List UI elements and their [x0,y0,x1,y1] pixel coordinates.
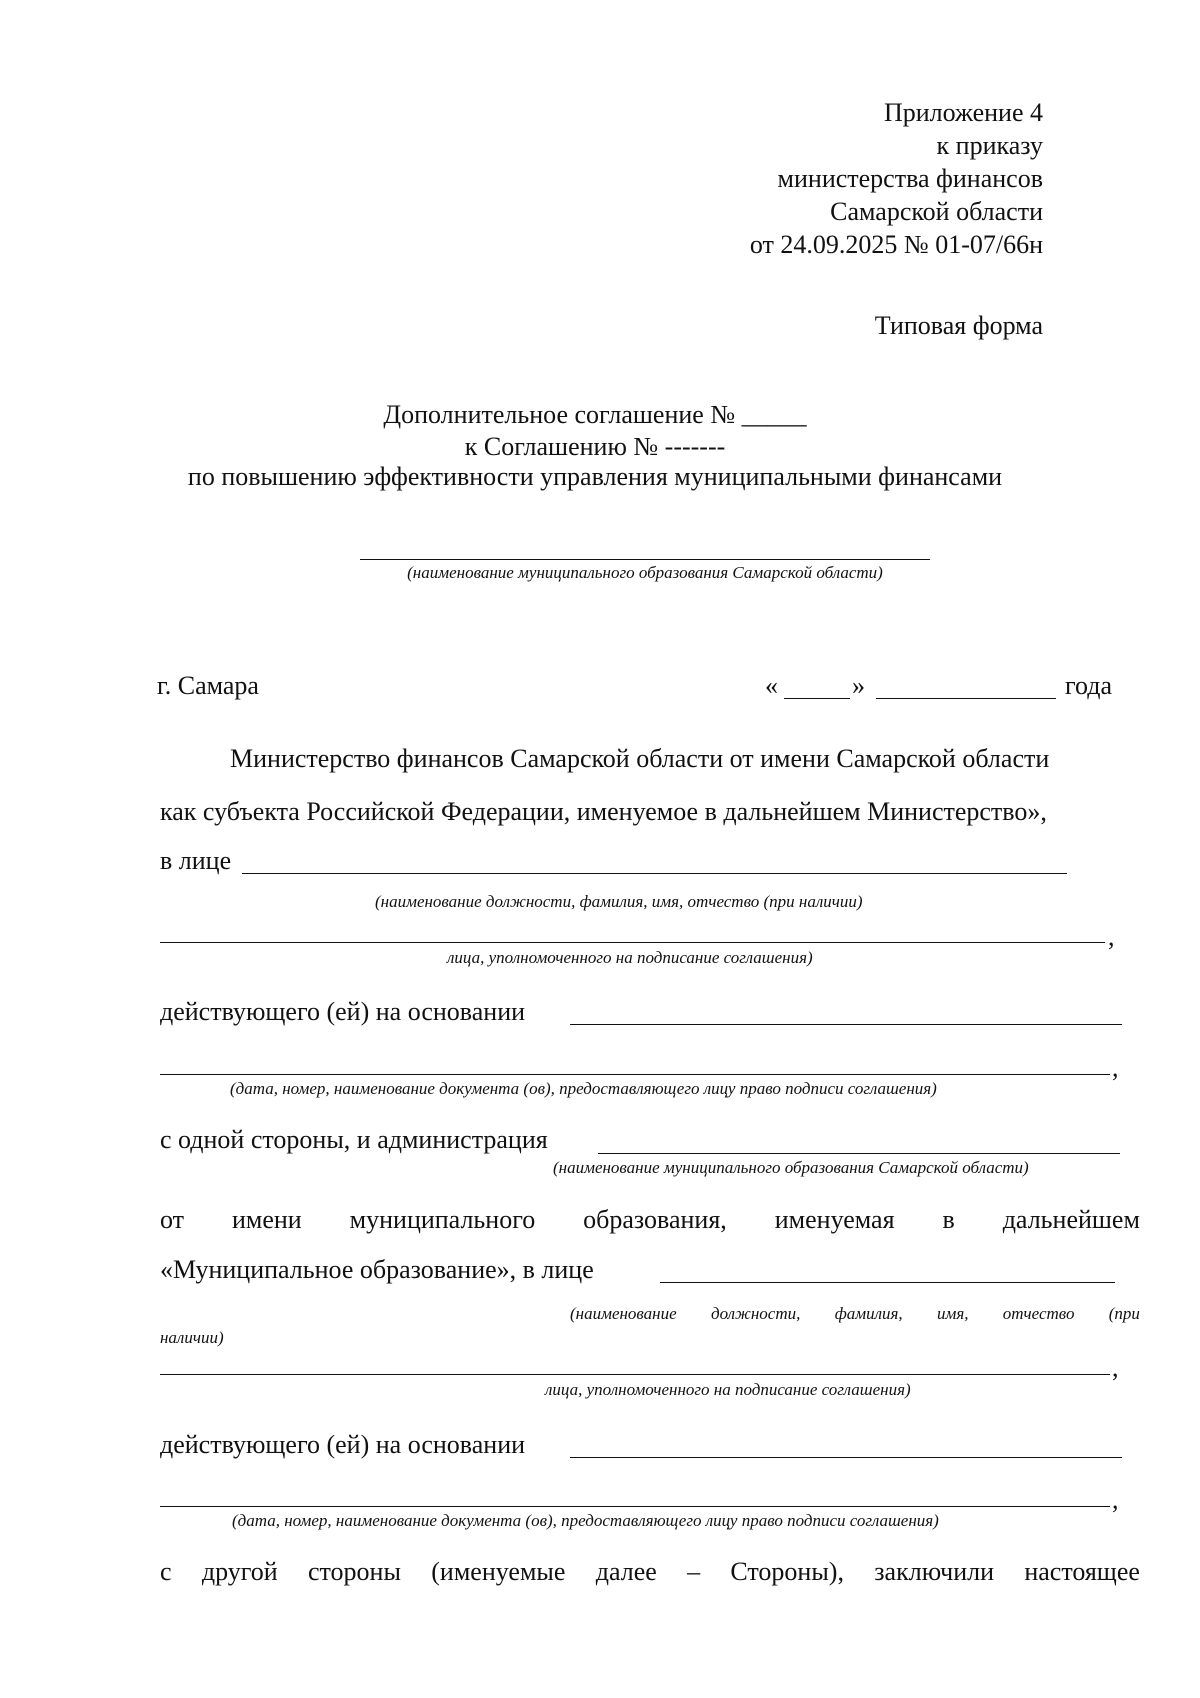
date-close-quote: » [852,671,865,700]
word: именуемая [774,1205,895,1234]
comma: , [1112,1053,1119,1082]
position-caption-2-continued: наличии) [160,1328,224,1347]
basis-document-field-2-continued[interactable] [160,1506,1110,1507]
word: имя, [936,1304,969,1323]
word: заключили [874,1557,995,1586]
comma: , [1112,1485,1119,1514]
word: с [160,1557,172,1586]
word: (при [1108,1304,1140,1323]
municipality-position-field[interactable] [660,1282,1115,1283]
ministry-paragraph-line2: как субъекта Российской Федерации, именуемое в дальнейшем Министерство», [160,797,1047,826]
word: другой [201,1557,278,1586]
agreement-subject: по повышению эффективности управления муниципальными финансами [187,462,1003,491]
document-caption: (дата, номер, наименование документа (ов), предоставляющего лицу право подписи соглашения) [230,1079,937,1098]
municipality-paragraph-line1 [160,1205,1140,1235]
position-caption: (наименование должности, фамилия, имя, отчество (при наличии) [375,892,863,911]
ministry-name: министерства финансов [777,164,1043,193]
word: дальнейшем [1002,1205,1140,1234]
position-caption-2 [570,1304,1140,1324]
one-side-label: с одной стороны, и администрация [160,1125,548,1154]
comma: , [1112,1353,1119,1382]
word: имени [231,1205,302,1234]
word: от [160,1205,185,1234]
municipality-paragraph-line2: «Муниципальное образование», в лице [160,1255,594,1284]
city: г. Самара [157,671,259,700]
word: должности, [710,1304,801,1323]
municipality-caption: (наименование муниципального образования Самарской области) [407,563,883,582]
acting-basis-label: действующего (ей) на основании [160,997,526,1026]
word: Стороны), [730,1557,844,1586]
comma: , [1108,922,1115,951]
document-caption-2: (дата, номер, наименование документа (ов), предоставляющего лицу право подписи соглашения) [232,1511,939,1530]
position-name-field[interactable] [242,873,1067,874]
date-open-quote: « [765,671,778,700]
ministry-paragraph-line1: Министерство финансов Самарской области от имени Самарской области [230,744,1050,773]
word: муниципального [349,1205,536,1234]
month-year-field[interactable] [876,698,1056,699]
region-name: Самарской области [830,197,1043,226]
year-word: года [1065,671,1113,700]
order-reference: к приказу [936,131,1043,160]
word: настоящее [1024,1557,1140,1586]
administration-name-field[interactable] [598,1153,1120,1154]
word: (именуемые [431,1557,566,1586]
word: отчество [1002,1304,1075,1323]
word: – [687,1557,701,1586]
word: фамилия, [834,1304,903,1323]
authorized-person-caption-2: лица, уполномоченного на подписание соглашения) [545,1380,911,1399]
word: далее [595,1557,657,1586]
acting-basis-label-2: действующего (ей) на основании [160,1430,526,1459]
basis-document-field-2[interactable] [570,1457,1122,1458]
day-field[interactable] [784,698,850,699]
municipality-position-field-continued[interactable] [160,1374,1110,1375]
basis-document-field-continued[interactable] [160,1074,1110,1075]
position-name-field-continued[interactable] [160,942,1105,943]
word: стороны [308,1557,401,1586]
word: образования, [583,1205,727,1234]
closing-paragraph-line1 [160,1557,1140,1587]
appendix-number: Приложение 4 [883,98,1043,127]
authorized-person-caption: лица, уполномоченного на подписание соглашения) [447,948,813,967]
agreement-reference: к Соглашению № ------- [464,432,726,461]
municipality-name-line[interactable] [360,559,930,560]
in-person-label: в лице [160,846,232,875]
word: (наименование [570,1304,677,1323]
agreement-title: Дополнительное соглашение № _____ [383,400,807,429]
basis-document-field[interactable] [570,1024,1122,1025]
municipality-caption-2: (наименование муниципального образования Самарской области) [553,1158,1029,1177]
order-date-number: от 24.09.2025 № 01-07/66н [749,230,1043,259]
word: в [942,1205,955,1234]
form-type: Типовая форма [874,311,1043,340]
